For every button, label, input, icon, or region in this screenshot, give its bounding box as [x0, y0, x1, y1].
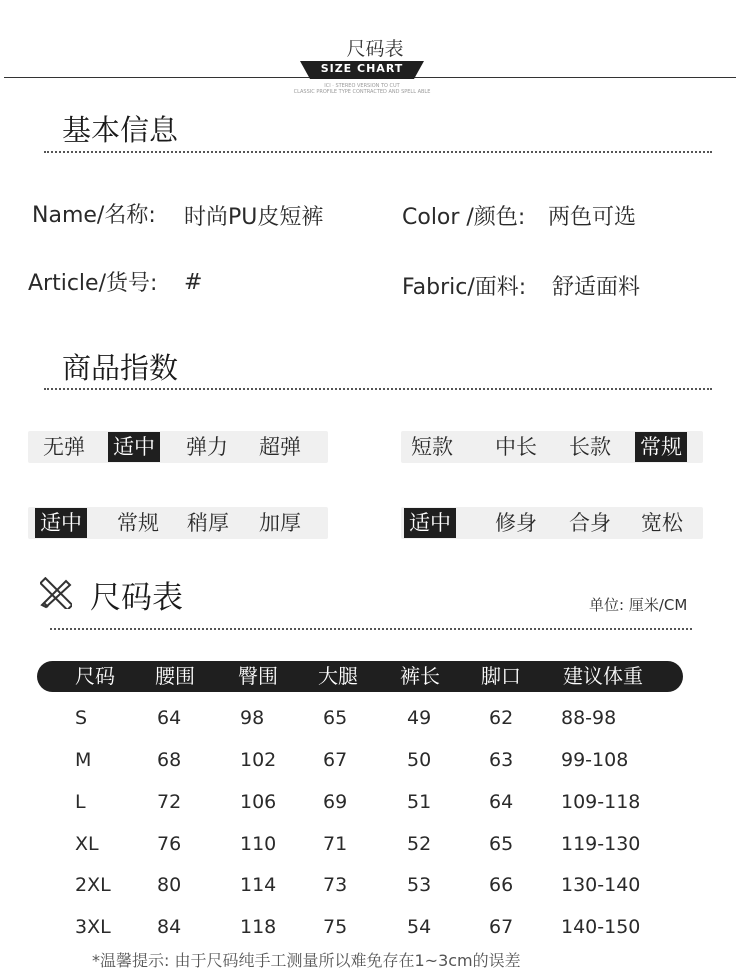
table-cell: 53: [407, 874, 432, 896]
length-option-selected: 常规: [635, 432, 687, 462]
ruler-pencil-cross-icon: [40, 577, 72, 609]
table-cell: 84: [157, 916, 182, 938]
table-cell: 64: [157, 707, 182, 729]
size-chart-title: 尺码表: [90, 580, 183, 616]
name-label: Name/名称:: [32, 203, 156, 228]
banner-subtext-line-1: ICI · STEREO VERSION TO CUT: [324, 83, 400, 89]
table-cell: XL: [75, 833, 99, 855]
dotted-divider: [44, 151, 712, 153]
header-leg-opening: 脚口: [481, 664, 521, 688]
article-label: Article/货号:: [28, 271, 158, 296]
table-cell: 49: [407, 707, 432, 729]
table-cell: 76: [157, 833, 182, 855]
page-title: 尺码表: [346, 38, 404, 60]
banner-text: SIZE CHART: [320, 62, 404, 75]
table-cell: M: [75, 749, 92, 771]
table-cell: 71: [323, 833, 348, 855]
header-weight: 建议体重: [563, 664, 643, 688]
table-cell: 51: [407, 791, 432, 813]
table-cell: 130-140: [561, 874, 641, 896]
fabric-label: Fabric/面料:: [402, 275, 527, 300]
table-cell: 52: [407, 833, 432, 855]
table-cell: 67: [323, 749, 348, 771]
table-cell: 110: [240, 833, 277, 855]
table-cell: 98: [240, 707, 265, 729]
fit-option: 宽松: [641, 511, 683, 535]
color-label: Color /颜色:: [402, 205, 526, 230]
elasticity-option: 无弹: [43, 435, 85, 459]
table-cell: 119-130: [561, 833, 641, 855]
measurement-note: *温馨提示: 由于尺码纯手工测量所以难免存在1~3cm的误差: [92, 951, 521, 970]
table-cell: 3XL: [75, 916, 111, 938]
length-option: 中长: [495, 435, 537, 459]
length-option: 长款: [569, 435, 611, 459]
table-cell: 99-108: [561, 749, 629, 771]
table-cell: 109-118: [561, 791, 641, 813]
table-cell: 65: [489, 833, 514, 855]
fit-option: 修身: [495, 511, 537, 535]
thickness-option-selected: 适中: [35, 508, 87, 538]
table-cell: L: [75, 791, 86, 813]
basic-info-title: 基本信息: [62, 113, 179, 147]
table-cell: 80: [157, 874, 182, 896]
table-cell: 75: [323, 916, 348, 938]
fabric-value: 舒适面料: [552, 275, 641, 300]
table-cell: 69: [323, 791, 348, 813]
header-thigh: 大腿: [318, 664, 358, 688]
table-cell: 102: [240, 749, 277, 771]
table-cell: S: [75, 707, 88, 729]
table-cell: 114: [240, 874, 277, 896]
table-cell: 118: [240, 916, 277, 938]
elasticity-option-selected: 适中: [108, 432, 160, 462]
fit-option-selected: 适中: [404, 508, 456, 538]
header-hip: 臀围: [238, 664, 278, 688]
color-value: 两色可选: [548, 205, 637, 230]
table-cell: 54: [407, 916, 432, 938]
banner-subtext: [240, 83, 484, 95]
table-cell: 66: [489, 874, 514, 896]
table-cell: 50: [407, 749, 432, 771]
header-length: 裤长: [400, 664, 440, 688]
table-cell: 63: [489, 749, 514, 771]
thickness-option: 稍厚: [187, 511, 229, 535]
elasticity-option: 超弹: [259, 435, 301, 459]
article-value: #: [184, 270, 203, 295]
table-cell: 140-150: [561, 916, 641, 938]
table-cell: 88-98: [561, 707, 617, 729]
table-cell: 106: [240, 791, 277, 813]
name-value: 时尚PU皮短裤: [184, 205, 324, 230]
header-waist: 腰围: [155, 664, 195, 688]
table-cell: 64: [489, 791, 514, 813]
header-size: 尺码: [75, 664, 115, 688]
elasticity-option: 弹力: [186, 435, 228, 459]
table-cell: 65: [323, 707, 348, 729]
dotted-divider: [44, 388, 712, 390]
unit-label: 单位: 厘米/CM: [589, 596, 688, 614]
table-cell: 67: [489, 916, 514, 938]
length-option: 短款: [411, 435, 453, 459]
thickness-option: 加厚: [259, 511, 301, 535]
banner-subtext-line-2: CLASSIC PROFILE TYPE CONTRACTED AND SPELL ABLE: [293, 89, 431, 95]
dotted-divider: [50, 628, 692, 630]
fit-option: 合身: [569, 511, 611, 535]
table-cell: 2XL: [75, 874, 111, 896]
table-cell: 73: [323, 874, 348, 896]
table-cell: 72: [157, 791, 182, 813]
table-cell: 62: [489, 707, 514, 729]
thickness-option: 常规: [117, 511, 159, 535]
table-cell: 68: [157, 749, 182, 771]
product-index-title: 商品指数: [62, 351, 179, 385]
